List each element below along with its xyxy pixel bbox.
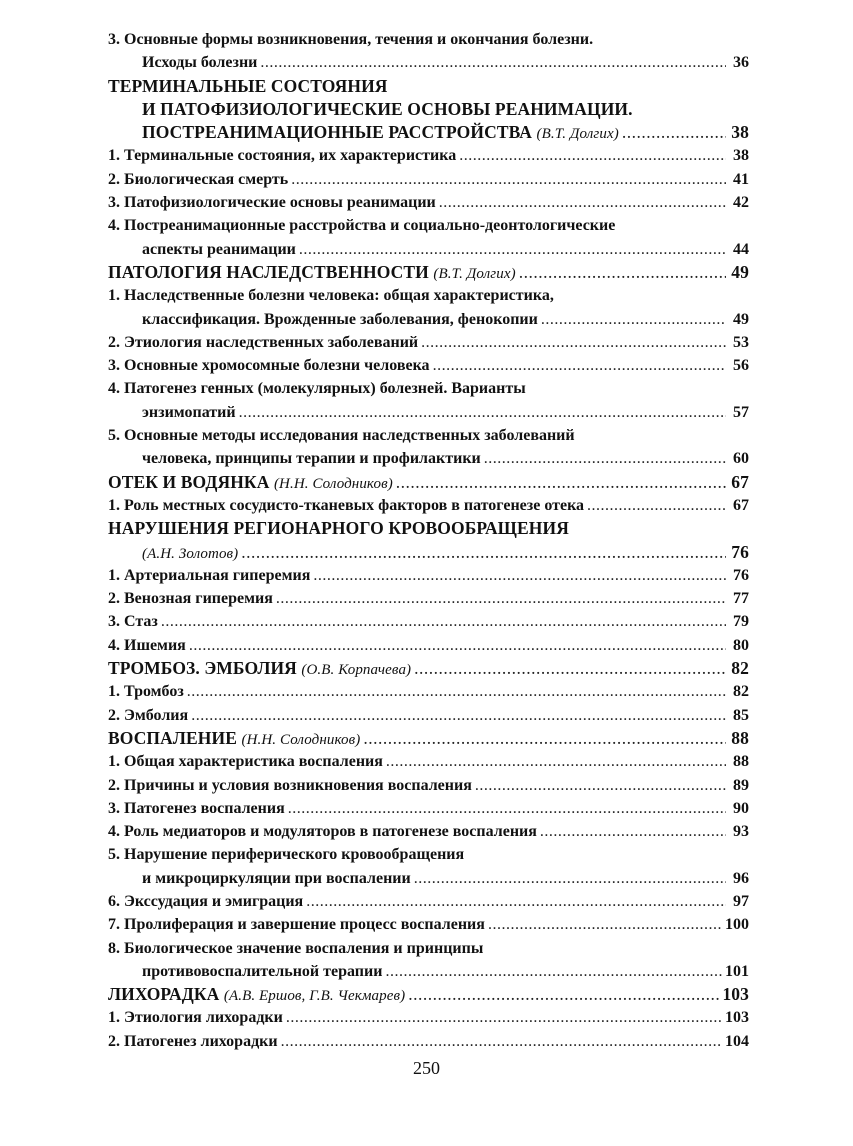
toc-entry-title (108, 587, 273, 610)
toc-entry-author: (О.В. Корпачева) (301, 662, 412, 679)
toc-entry-label: ВОСПАЛЕНИЕ (108, 727, 237, 748)
toc-entry-page: 57 (733, 403, 749, 421)
toc-entry-title (108, 214, 615, 237)
toc-entry-page: 38 (731, 122, 749, 143)
toc-entry-label: энзимопатий (142, 403, 236, 421)
toc-entry (108, 168, 749, 191)
dot-leader (363, 727, 726, 750)
dot-leader (519, 261, 726, 284)
toc-entry-title (108, 144, 456, 167)
toc-entry (108, 1030, 749, 1053)
toc-entry (108, 634, 749, 657)
toc-section-heading (108, 517, 749, 540)
dot-leader (276, 587, 726, 610)
toc-entry-label: ПОСТРЕАНИМАЦИОННЫЕ РАССТРОЙСТВА (142, 122, 533, 143)
toc-entry (108, 960, 749, 983)
toc-entry-label: 4. Роль медиаторов и модуляторов в патогенезе воспаления (108, 823, 537, 841)
dot-leader (396, 471, 726, 494)
toc-entry-title (108, 843, 464, 866)
toc-entry-label: противовоспалительной терапии (142, 962, 383, 980)
toc-entry-page: 97 (733, 892, 749, 910)
toc-entry-label: 3. Основные формы возникновения, течения и окончания болезни. (108, 31, 594, 48)
dot-leader (622, 121, 726, 144)
toc-entry (108, 424, 749, 447)
toc-entry-title (108, 937, 483, 960)
dot-leader (239, 401, 726, 424)
toc-entry-label: 2. Эмболия (108, 706, 189, 724)
toc-entry-title (108, 517, 569, 540)
toc-entry-label: 3. Патогенез воспаления (108, 799, 285, 817)
toc-entry-page: 60 (733, 450, 749, 468)
toc-entry-title (108, 191, 436, 214)
toc-entry (108, 704, 749, 727)
toc-entry-title (108, 308, 538, 331)
toc-entry-label: 5. Нарушение периферического кровообращения (108, 846, 465, 864)
dot-leader (299, 238, 726, 261)
toc-entry-label: 4. Постреанимационные расстройства и социально-деонтологические (108, 217, 616, 235)
toc-entry-label: 2. Этиология наследственных заболеваний (108, 333, 419, 351)
toc-entry-label: 1. Тромбоз (108, 683, 184, 701)
dot-leader (540, 820, 726, 843)
toc-section-heading (108, 98, 749, 121)
toc-entry (108, 587, 749, 610)
toc-entry-title (108, 168, 288, 191)
toc-entry (108, 354, 749, 377)
dot-leader (281, 1030, 722, 1053)
toc-entry-title (108, 1006, 283, 1029)
toc-entry (108, 238, 749, 261)
dot-leader (291, 168, 726, 191)
toc-entry (108, 308, 749, 331)
toc-entry-page: 49 (733, 310, 749, 328)
toc-entry-page: 67 (733, 496, 749, 514)
toc-section-heading (108, 471, 749, 494)
toc-entry-page: 79 (733, 613, 749, 631)
toc-entry-title (108, 28, 593, 51)
dot-leader (541, 308, 726, 331)
toc-entry-title (108, 564, 310, 587)
toc-entry-page: 103 (725, 1009, 749, 1027)
toc-entry (108, 843, 749, 866)
toc-entry (108, 610, 749, 633)
toc-entry-page: 89 (733, 776, 749, 794)
toc-entry-page: 104 (725, 1032, 749, 1050)
toc-entry-page: 41 (733, 170, 749, 188)
toc-entry-label: 3. Стаз (108, 613, 158, 631)
toc-entry-label: ТРОМБОЗ. ЭМБОЛИЯ (108, 658, 297, 679)
toc-entry-page: 44 (733, 240, 749, 258)
dot-leader (414, 657, 726, 680)
toc-section-heading (108, 657, 749, 680)
toc-entry (108, 680, 749, 703)
toc-entry (108, 447, 749, 470)
toc-section-heading (108, 75, 749, 98)
toc-entry (108, 331, 749, 354)
toc-entry-page: 96 (733, 869, 749, 887)
toc-entry-label: 7. Пролиферация и завершение процесс воспаления (108, 916, 485, 934)
dot-leader (414, 867, 726, 890)
toc-entry-label: 1. Этиология лихорадки (108, 1009, 283, 1027)
toc-entry-page: 56 (733, 357, 749, 375)
toc-entry-title (108, 424, 575, 447)
toc-section-heading (108, 727, 749, 750)
toc-entry-author: (Н.Н. Солодников) (273, 475, 393, 492)
toc-section-heading (108, 541, 749, 564)
toc-entry (108, 774, 749, 797)
dot-leader (189, 634, 726, 657)
toc-entry-label: 2. Венозная гиперемия (108, 590, 273, 608)
toc-entry (108, 494, 749, 517)
toc-entry-label: человека, принципы терапии и профилактики (142, 450, 481, 468)
toc-entry-label: 1. Наследственные болезни человека: общая характеристика, (108, 287, 554, 305)
toc-entry-author: (В.Т. Долгих) (536, 126, 619, 143)
toc-entry-author: (В.Т. Долгих) (433, 265, 516, 282)
toc-entry-title (108, 471, 393, 496)
toc-entry-page: 49 (731, 261, 749, 282)
toc-entry (108, 820, 749, 843)
toc-entry-title (108, 284, 554, 307)
toc-entry-page: 93 (733, 823, 749, 841)
toc-entry (108, 191, 749, 214)
toc-entry-page: 90 (733, 799, 749, 817)
toc-entry-page: 80 (733, 636, 749, 654)
toc-entry-title (108, 750, 383, 773)
toc-entry (108, 890, 749, 913)
toc-entry-title (108, 610, 158, 633)
dot-leader (587, 494, 726, 517)
toc-entry-page: 101 (725, 962, 749, 980)
dot-leader (459, 144, 726, 167)
toc-entry-label: 2. Патогенез лихорадки (108, 1032, 278, 1050)
dot-leader (421, 331, 726, 354)
toc-entry-page: 77 (733, 590, 749, 608)
toc-entry (108, 937, 749, 960)
toc-entry-label: 4. Ишемия (108, 636, 186, 654)
toc-entry-title (108, 377, 526, 400)
toc-entry-title (108, 494, 584, 517)
toc-entry-title (108, 75, 388, 98)
dot-leader (191, 704, 726, 727)
toc-entry-page: 36 (733, 54, 749, 72)
toc-entry-title (108, 634, 186, 657)
dot-leader (475, 774, 726, 797)
toc-entry-page: 82 (731, 658, 749, 679)
toc-entry-label: ПАТОЛОГИЯ НАСЛЕДСТВЕННОСТИ (108, 261, 429, 282)
dot-leader (386, 750, 726, 773)
dot-leader (488, 913, 722, 936)
toc-entry-page: 88 (731, 727, 749, 748)
toc-entry-label: 6. Экссудация и эмиграция (108, 892, 304, 910)
toc-entry-title (108, 797, 285, 820)
toc-entry (108, 377, 749, 400)
toc-entry (108, 401, 749, 424)
toc-entry-page: 82 (733, 683, 749, 701)
page-number: 250 (413, 1058, 440, 1078)
toc-entry-title (108, 121, 619, 146)
toc-entry-page: 76 (733, 566, 749, 584)
toc-entry-author: (Н.Н. Солодников) (241, 731, 361, 748)
dot-leader (385, 960, 722, 983)
toc-section-heading (108, 121, 749, 144)
toc-entry-title (108, 680, 184, 703)
toc-entry-page: 76 (731, 541, 749, 562)
toc-entry-label: НАРУШЕНИЯ РЕГИОНАРНОГО КРОВООБРАЩЕНИЯ (108, 518, 569, 539)
toc-entry (108, 214, 749, 237)
toc-entry-label: ЛИХОРАДКА (108, 984, 220, 1005)
toc-entry-title (108, 820, 537, 843)
toc-entry-label: 1. Артериальная гиперемия (108, 566, 311, 584)
toc-entry-label: Исходы болезни (142, 54, 258, 72)
toc-entry-label: 1. Роль местных сосудисто-тканевых факторов в патогенезе отека (108, 496, 585, 514)
toc-entry-page: 53 (733, 333, 749, 351)
toc-entry-page: 88 (733, 753, 749, 771)
toc-entry-author: (А.Н. Золотов) (142, 545, 239, 562)
toc-entry (108, 1006, 749, 1029)
toc-entry (108, 564, 749, 587)
toc-entry-title (108, 261, 516, 286)
toc-entry-title (108, 1030, 278, 1053)
toc-entry-title (108, 983, 405, 1008)
toc-entry-label: 8. Биологическое значение воспаления и принципы (108, 939, 484, 957)
toc-entry-title (108, 890, 303, 913)
dot-leader (241, 541, 726, 564)
toc-entry (108, 913, 749, 936)
toc-entry-title (108, 51, 257, 74)
toc-entry-title (108, 401, 236, 424)
dot-leader (408, 983, 719, 1006)
dot-leader (306, 890, 726, 913)
toc-entry-label: 1. Общая характеристика воспаления (108, 753, 383, 771)
dot-leader (187, 680, 726, 703)
toc-entry-title (108, 331, 418, 354)
toc-entry-page: 103 (722, 984, 749, 1005)
dot-leader (439, 191, 726, 214)
toc-entry-label: 5. Основные методы исследования наследственных заболеваний (108, 427, 575, 445)
toc-entry-label: классификация. Врожденные заболевания, фенокопии (142, 310, 538, 328)
toc-entry-title (108, 727, 360, 752)
toc-entry-label: ТЕРМИНАЛЬНЫЕ СОСТОЯНИЯ (108, 75, 388, 96)
toc-section-heading (108, 983, 749, 1006)
toc-entry (108, 284, 749, 307)
dot-leader (161, 610, 726, 633)
toc-entry (108, 867, 749, 890)
dot-leader (484, 447, 726, 470)
dot-leader (433, 354, 726, 377)
toc-entry-title (108, 354, 430, 377)
toc-entry-title (108, 704, 188, 727)
toc-entry-page: 100 (725, 916, 749, 934)
dot-leader (313, 564, 726, 587)
toc-entry-label: аспекты реанимации (142, 240, 296, 258)
toc-entry (108, 750, 749, 773)
toc-entry-label: 3. Основные хромосомные болезни человека (108, 357, 430, 375)
toc-entry-page: 85 (733, 706, 749, 724)
toc-entry (108, 28, 749, 51)
toc-entry-label: 2. Биологическая смерть (108, 170, 289, 188)
toc-entry-title (108, 913, 485, 936)
toc-entry-title (108, 541, 238, 566)
toc-entry-label: 4. Патогенез генных (молекулярных) болезней. Варианты (108, 380, 526, 398)
toc-entry-title (108, 238, 296, 261)
toc-entry-label: и микроциркуляции при воспалении (142, 869, 411, 887)
toc-entry-title (108, 774, 472, 797)
toc-entry-page: 67 (731, 471, 749, 492)
dot-leader (260, 51, 726, 74)
toc-entry-author: (А.В. Ершов, Г.В. Чекмарев) (223, 988, 406, 1005)
dot-leader (286, 1006, 722, 1029)
toc-entry-title (108, 657, 411, 682)
toc-entry-page: 42 (733, 194, 749, 212)
toc-entry (108, 144, 749, 167)
toc-entry-label: 3. Патофизиологические основы реанимации (108, 194, 436, 212)
table-of-contents (108, 28, 749, 1053)
toc-entry-label: ОТЕК И ВОДЯНКА (108, 471, 270, 492)
dot-leader (288, 797, 726, 820)
toc-entry (108, 51, 749, 74)
toc-entry-title (108, 447, 481, 470)
toc-entry (108, 797, 749, 820)
toc-entry-page: 38 (733, 147, 749, 165)
toc-entry-title (108, 98, 633, 121)
toc-entry-title (108, 960, 382, 983)
toc-entry-title (108, 867, 411, 890)
toc-section-heading (108, 261, 749, 284)
toc-entry-label: 2. Причины и условия возникновения воспаления (108, 776, 472, 794)
toc-entry-label: И ПАТОФИЗИОЛОГИЧЕСКИЕ ОСНОВЫ РЕАНИМАЦИИ. (142, 98, 633, 119)
toc-entry-label: 1. Терминальные состояния, их характеристика (108, 147, 457, 165)
